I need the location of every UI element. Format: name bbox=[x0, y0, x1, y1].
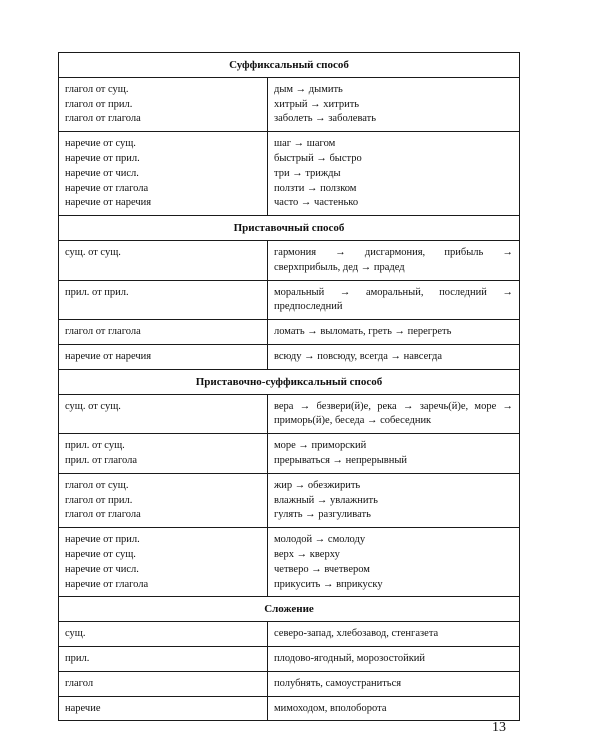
derivation-type-cell bbox=[59, 622, 268, 647]
table-row bbox=[59, 320, 520, 345]
example-text: верх → кверху bbox=[274, 548, 340, 560]
derivation-type: наречие от наречия bbox=[65, 350, 152, 362]
table-row bbox=[59, 77, 520, 131]
derivation-type: сущ. от сущ. bbox=[65, 400, 121, 412]
example-text: часто → частенько bbox=[274, 197, 359, 209]
derivation-type: наречие от прил. bbox=[65, 534, 140, 546]
examples-cell bbox=[268, 132, 520, 216]
derivation-type-cell bbox=[59, 240, 268, 280]
table-row bbox=[59, 473, 520, 527]
example-text: прикусить → вприкуску bbox=[274, 578, 383, 590]
derivation-type-cell bbox=[59, 434, 268, 474]
examples-cell bbox=[268, 671, 520, 696]
example-text: влажный → увлажнить bbox=[274, 494, 378, 506]
example-text: три → трижды bbox=[274, 167, 341, 179]
examples-cell bbox=[268, 473, 520, 527]
derivation-type: наречие от наречия bbox=[65, 197, 152, 209]
example-text: быстрый → быстро bbox=[274, 152, 362, 164]
derivation-type: прил. от сущ. bbox=[65, 440, 125, 452]
section-title: Приставочно-суффиксальный способ bbox=[59, 369, 520, 394]
example-text: плодово-ягодный, морозостойкий bbox=[274, 652, 426, 664]
example-text: полубнять, самоустраниться bbox=[274, 677, 402, 689]
example-text: молодой → смолоду bbox=[274, 534, 366, 546]
derivation-type: глагол от сущ. bbox=[65, 479, 129, 491]
example-text: прерываться → непрерывный bbox=[274, 454, 408, 466]
example-text: мимоходом, вполоборота bbox=[274, 702, 387, 714]
derivation-type-cell bbox=[59, 671, 268, 696]
derivation-type: глагол от прил. bbox=[65, 98, 133, 110]
derivation-type: прил. bbox=[65, 652, 90, 664]
example-text: море → приморский bbox=[274, 440, 367, 452]
derivation-type-cell bbox=[59, 77, 268, 131]
examples-cell bbox=[268, 622, 520, 647]
example-text: гулять → разгуливать bbox=[274, 509, 371, 521]
derivation-type-cell bbox=[59, 344, 268, 369]
derivation-type: сущ. от сущ. bbox=[65, 246, 121, 258]
examples-cell bbox=[268, 696, 520, 721]
example-text: северо-запад, хлебозавод, стенгазета bbox=[274, 628, 439, 640]
derivation-type-cell bbox=[59, 394, 268, 434]
derivation-type: глагол от сущ. bbox=[65, 83, 129, 95]
derivation-type: наречие от глагола bbox=[65, 182, 149, 194]
derivation-type: глагол bbox=[65, 677, 94, 689]
derivation-type: наречие от сущ. bbox=[65, 548, 136, 560]
derivation-type-cell bbox=[59, 320, 268, 345]
derivation-type: наречие от глагола bbox=[65, 578, 149, 590]
table-row bbox=[59, 646, 520, 671]
examples-cell bbox=[268, 344, 520, 369]
derivation-type-cell bbox=[59, 280, 268, 320]
page-number: 13 bbox=[492, 720, 506, 735]
derivation-type-cell bbox=[59, 528, 268, 597]
derivation-type-cell bbox=[59, 473, 268, 527]
example-text: хитрый → хитрить bbox=[274, 98, 360, 110]
section-header-row bbox=[59, 53, 520, 78]
derivation-type: прил. от глагола bbox=[65, 454, 138, 466]
derivation-type-cell bbox=[59, 132, 268, 216]
derivation-type-cell bbox=[59, 696, 268, 721]
example-text: шаг → шагом bbox=[274, 138, 336, 150]
table-row bbox=[59, 528, 520, 597]
example-text: ползти → ползком bbox=[274, 182, 357, 194]
section-header-row bbox=[59, 597, 520, 622]
derivation-type: наречие от сущ. bbox=[65, 138, 136, 150]
examples-cell bbox=[268, 240, 520, 280]
example-text: четверо → вчетвером bbox=[274, 563, 370, 575]
example-text: ломать → выломать, греть → перегреть bbox=[274, 326, 452, 338]
derivation-type-cell bbox=[59, 646, 268, 671]
examples-cell bbox=[268, 646, 520, 671]
section-title: Приставочный способ bbox=[59, 216, 520, 241]
section-title: Сложение bbox=[59, 597, 520, 622]
table-body bbox=[59, 53, 520, 721]
table-row bbox=[59, 622, 520, 647]
table-row bbox=[59, 671, 520, 696]
table-row bbox=[59, 240, 520, 280]
table-row bbox=[59, 696, 520, 721]
examples-cell bbox=[268, 434, 520, 474]
table-row bbox=[59, 132, 520, 216]
table-row bbox=[59, 280, 520, 320]
example-text: дым → дымить bbox=[274, 83, 343, 95]
examples-cell bbox=[268, 528, 520, 597]
example-text: вера → безвери(й)е, река → заречь(й)е, море → приморь(й)е, беседа → собеседник bbox=[274, 400, 513, 427]
examples-cell bbox=[268, 280, 520, 320]
derivation-type: глагол от прил. bbox=[65, 494, 133, 506]
section-header-row bbox=[59, 216, 520, 241]
derivation-type: глагол от глагола bbox=[65, 509, 141, 521]
derivation-type: наречие от числ. bbox=[65, 167, 139, 179]
example-text: всюду → повсюду, всегда → навсегда bbox=[274, 350, 443, 362]
section-header-row bbox=[59, 369, 520, 394]
word-formation-table bbox=[58, 52, 520, 721]
example-text: моральный → аморальный, последний → предпоследний bbox=[274, 286, 513, 313]
derivation-type: глагол от глагола bbox=[65, 113, 141, 125]
examples-cell bbox=[268, 320, 520, 345]
derivation-type: наречие от прил. bbox=[65, 152, 140, 164]
example-text: гармония → дисгармония, прибыль → сверхприбыль, дед → прадед bbox=[274, 246, 513, 273]
table-row bbox=[59, 394, 520, 434]
examples-cell bbox=[268, 394, 520, 434]
derivation-type: глагол от глагола bbox=[65, 326, 141, 338]
derivation-type: наречие от числ. bbox=[65, 563, 139, 575]
table-row bbox=[59, 344, 520, 369]
derivation-type: наречие bbox=[65, 702, 101, 714]
table-row bbox=[59, 434, 520, 474]
examples-cell bbox=[268, 77, 520, 131]
example-text: заболеть → заболевать bbox=[274, 113, 377, 125]
example-text: жир → обезжирить bbox=[274, 479, 361, 491]
derivation-type: сущ. bbox=[65, 628, 86, 640]
derivation-type: прил. от прил. bbox=[65, 286, 129, 298]
section-title: Суффиксальный способ bbox=[59, 53, 520, 78]
